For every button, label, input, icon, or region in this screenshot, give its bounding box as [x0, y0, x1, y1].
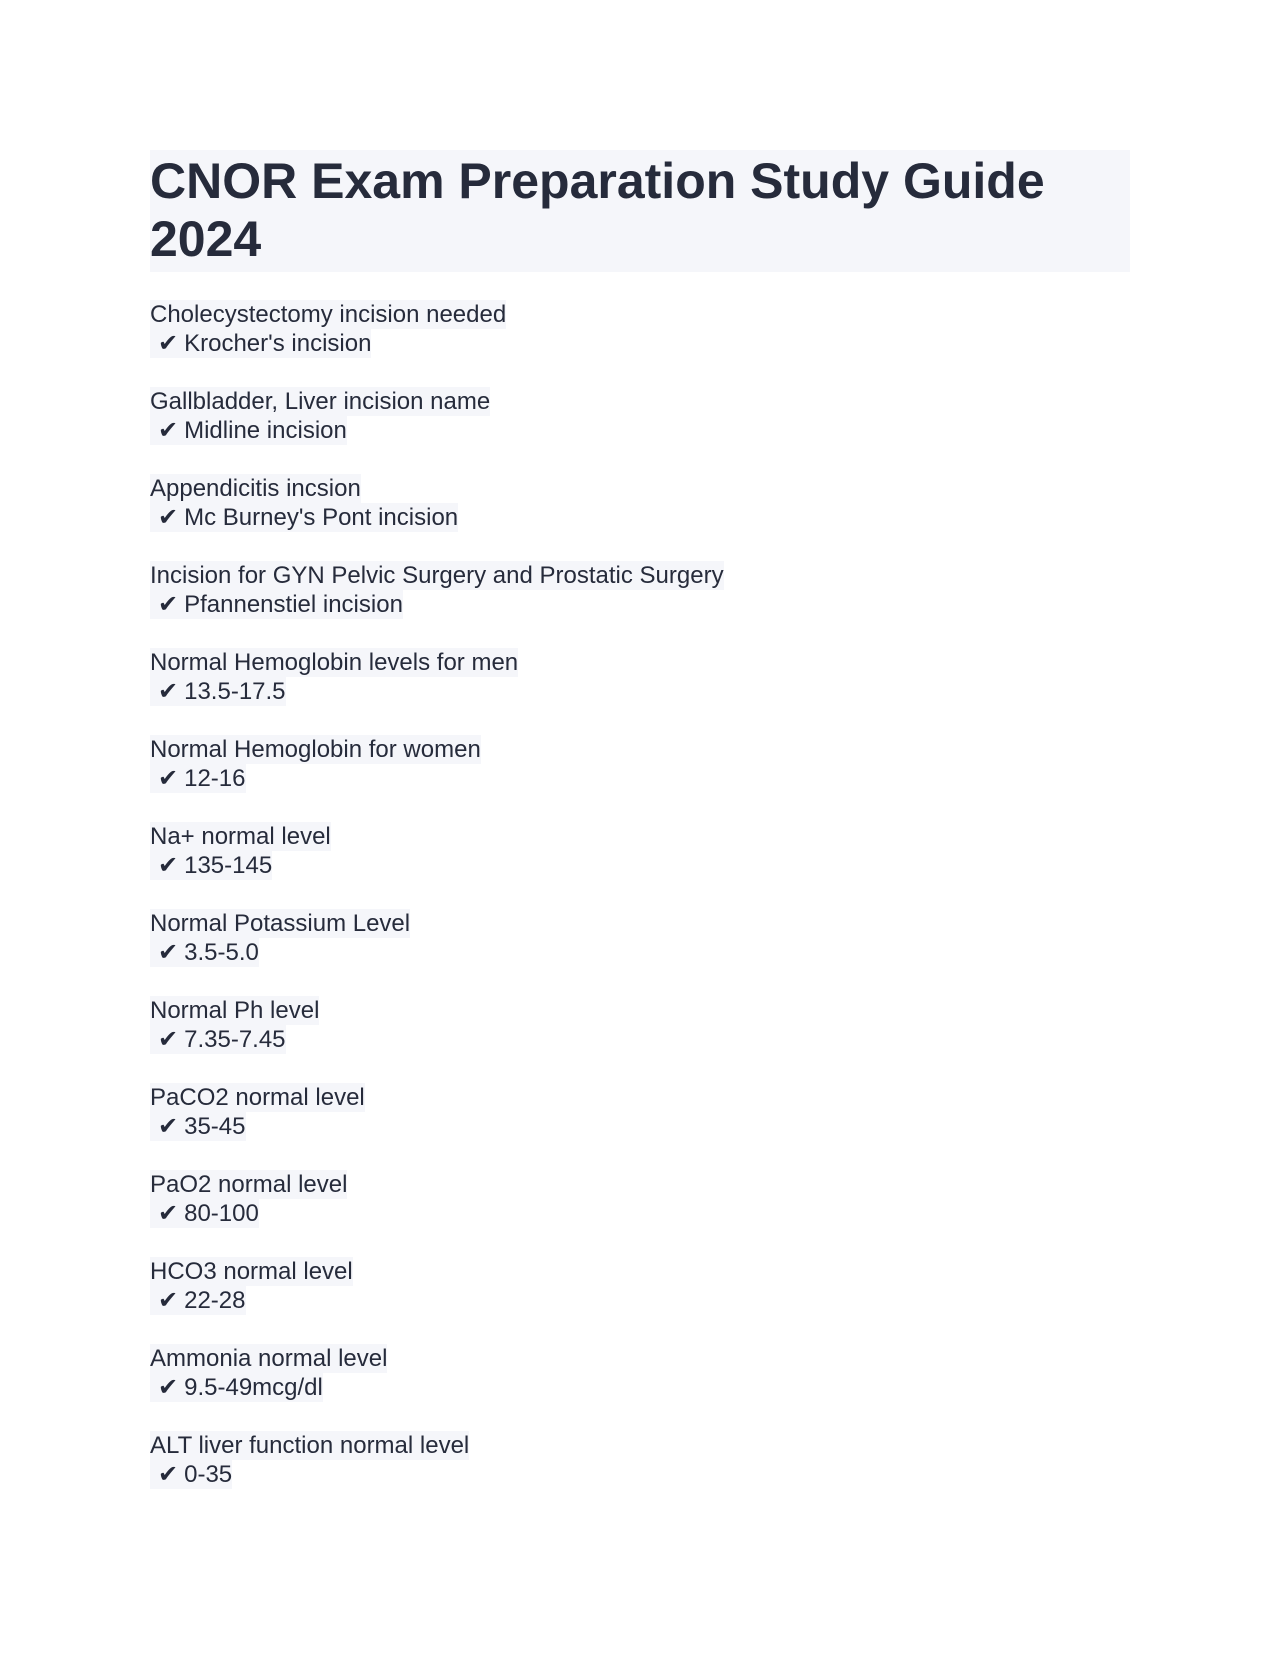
answer-line [150, 1199, 259, 1228]
checkmark-icon: ✔ [158, 852, 179, 879]
answer-line [150, 677, 286, 706]
qa-item [150, 735, 1130, 793]
answer-line [150, 1373, 323, 1402]
answer-text: 0-35 [184, 1461, 233, 1488]
answer-line [150, 590, 403, 619]
answer-text: Krocher's incision [184, 330, 372, 357]
checkmark-icon: ✔ [158, 765, 179, 792]
checkmark-icon: ✔ [158, 678, 179, 705]
answer-text: 3.5-5.0 [184, 939, 259, 966]
qa-item [150, 387, 1130, 445]
question-text: Ammonia normal level [150, 1345, 388, 1372]
question-text: Gallbladder, Liver incision name [150, 388, 491, 415]
qa-item [150, 1170, 1130, 1228]
qa-item [150, 1257, 1130, 1315]
question-text: PaCO2 normal level [150, 1084, 365, 1111]
answer-line [150, 329, 371, 358]
question-text: Normal Ph level [150, 997, 320, 1024]
question-text: Na+ normal level [150, 823, 331, 850]
document-title: CNOR Exam Preparation Study Guide 2024 [150, 153, 1045, 267]
checkmark-icon: ✔ [158, 1113, 179, 1140]
answer-line [150, 764, 246, 793]
answer-text: 9.5-49mcg/dl [184, 1374, 323, 1401]
answer-line [150, 1025, 286, 1054]
checkmark-icon: ✔ [158, 1374, 179, 1401]
answer-line [150, 1460, 232, 1489]
answer-text: 12-16 [184, 765, 246, 792]
qa-item [150, 561, 1130, 619]
qa-item [150, 474, 1130, 532]
qa-item [150, 1344, 1130, 1402]
question-text: Normal Potassium Level [150, 910, 411, 937]
answer-text: 80-100 [184, 1200, 259, 1227]
checkmark-icon: ✔ [158, 417, 179, 444]
answer-line [150, 416, 347, 445]
answer-text: 35-45 [184, 1113, 246, 1140]
title-block [150, 150, 1130, 272]
answer-line [150, 938, 259, 967]
question-text: Normal Hemoglobin levels for men [150, 649, 519, 676]
checkmark-icon: ✔ [158, 1287, 179, 1314]
answer-text: 7.35-7.45 [184, 1026, 286, 1053]
question-text: Appendicitis incsion [150, 475, 361, 502]
answer-text: Mc Burney's Pont incision [184, 504, 459, 531]
answer-text: 13.5-17.5 [184, 678, 286, 705]
qa-item [150, 648, 1130, 706]
checkmark-icon: ✔ [158, 591, 179, 618]
question-text: PaO2 normal level [150, 1171, 348, 1198]
checkmark-icon: ✔ [158, 1461, 179, 1488]
checkmark-icon: ✔ [158, 504, 179, 531]
answer-line [150, 1112, 246, 1141]
answer-text: 135-145 [184, 852, 273, 879]
qa-item [150, 1431, 1130, 1489]
question-text: HCO3 normal level [150, 1258, 353, 1285]
question-text: ALT liver function normal level [150, 1432, 470, 1459]
question-text: Incision for GYN Pelvic Surgery and Prostatic Surgery [150, 562, 724, 589]
answer-text: 22-28 [184, 1287, 246, 1314]
question-text: Normal Hemoglobin for women [150, 736, 481, 763]
answer-text: Pfannenstiel incision [184, 591, 403, 618]
question-text: Cholecystectomy incision needed [150, 301, 507, 328]
qa-item [150, 996, 1130, 1054]
qa-item [150, 1083, 1130, 1141]
checkmark-icon: ✔ [158, 939, 179, 966]
answer-text: Midline incision [184, 417, 347, 444]
document-page [150, 150, 1130, 1518]
answer-line [150, 1286, 246, 1315]
answer-line [150, 851, 272, 880]
checkmark-icon: ✔ [158, 330, 179, 357]
qa-item [150, 822, 1130, 880]
checkmark-icon: ✔ [158, 1026, 179, 1053]
checkmark-icon: ✔ [158, 1200, 179, 1227]
qa-item [150, 300, 1130, 358]
qa-item [150, 909, 1130, 967]
qa-list [150, 300, 1130, 1489]
answer-line [150, 503, 458, 532]
